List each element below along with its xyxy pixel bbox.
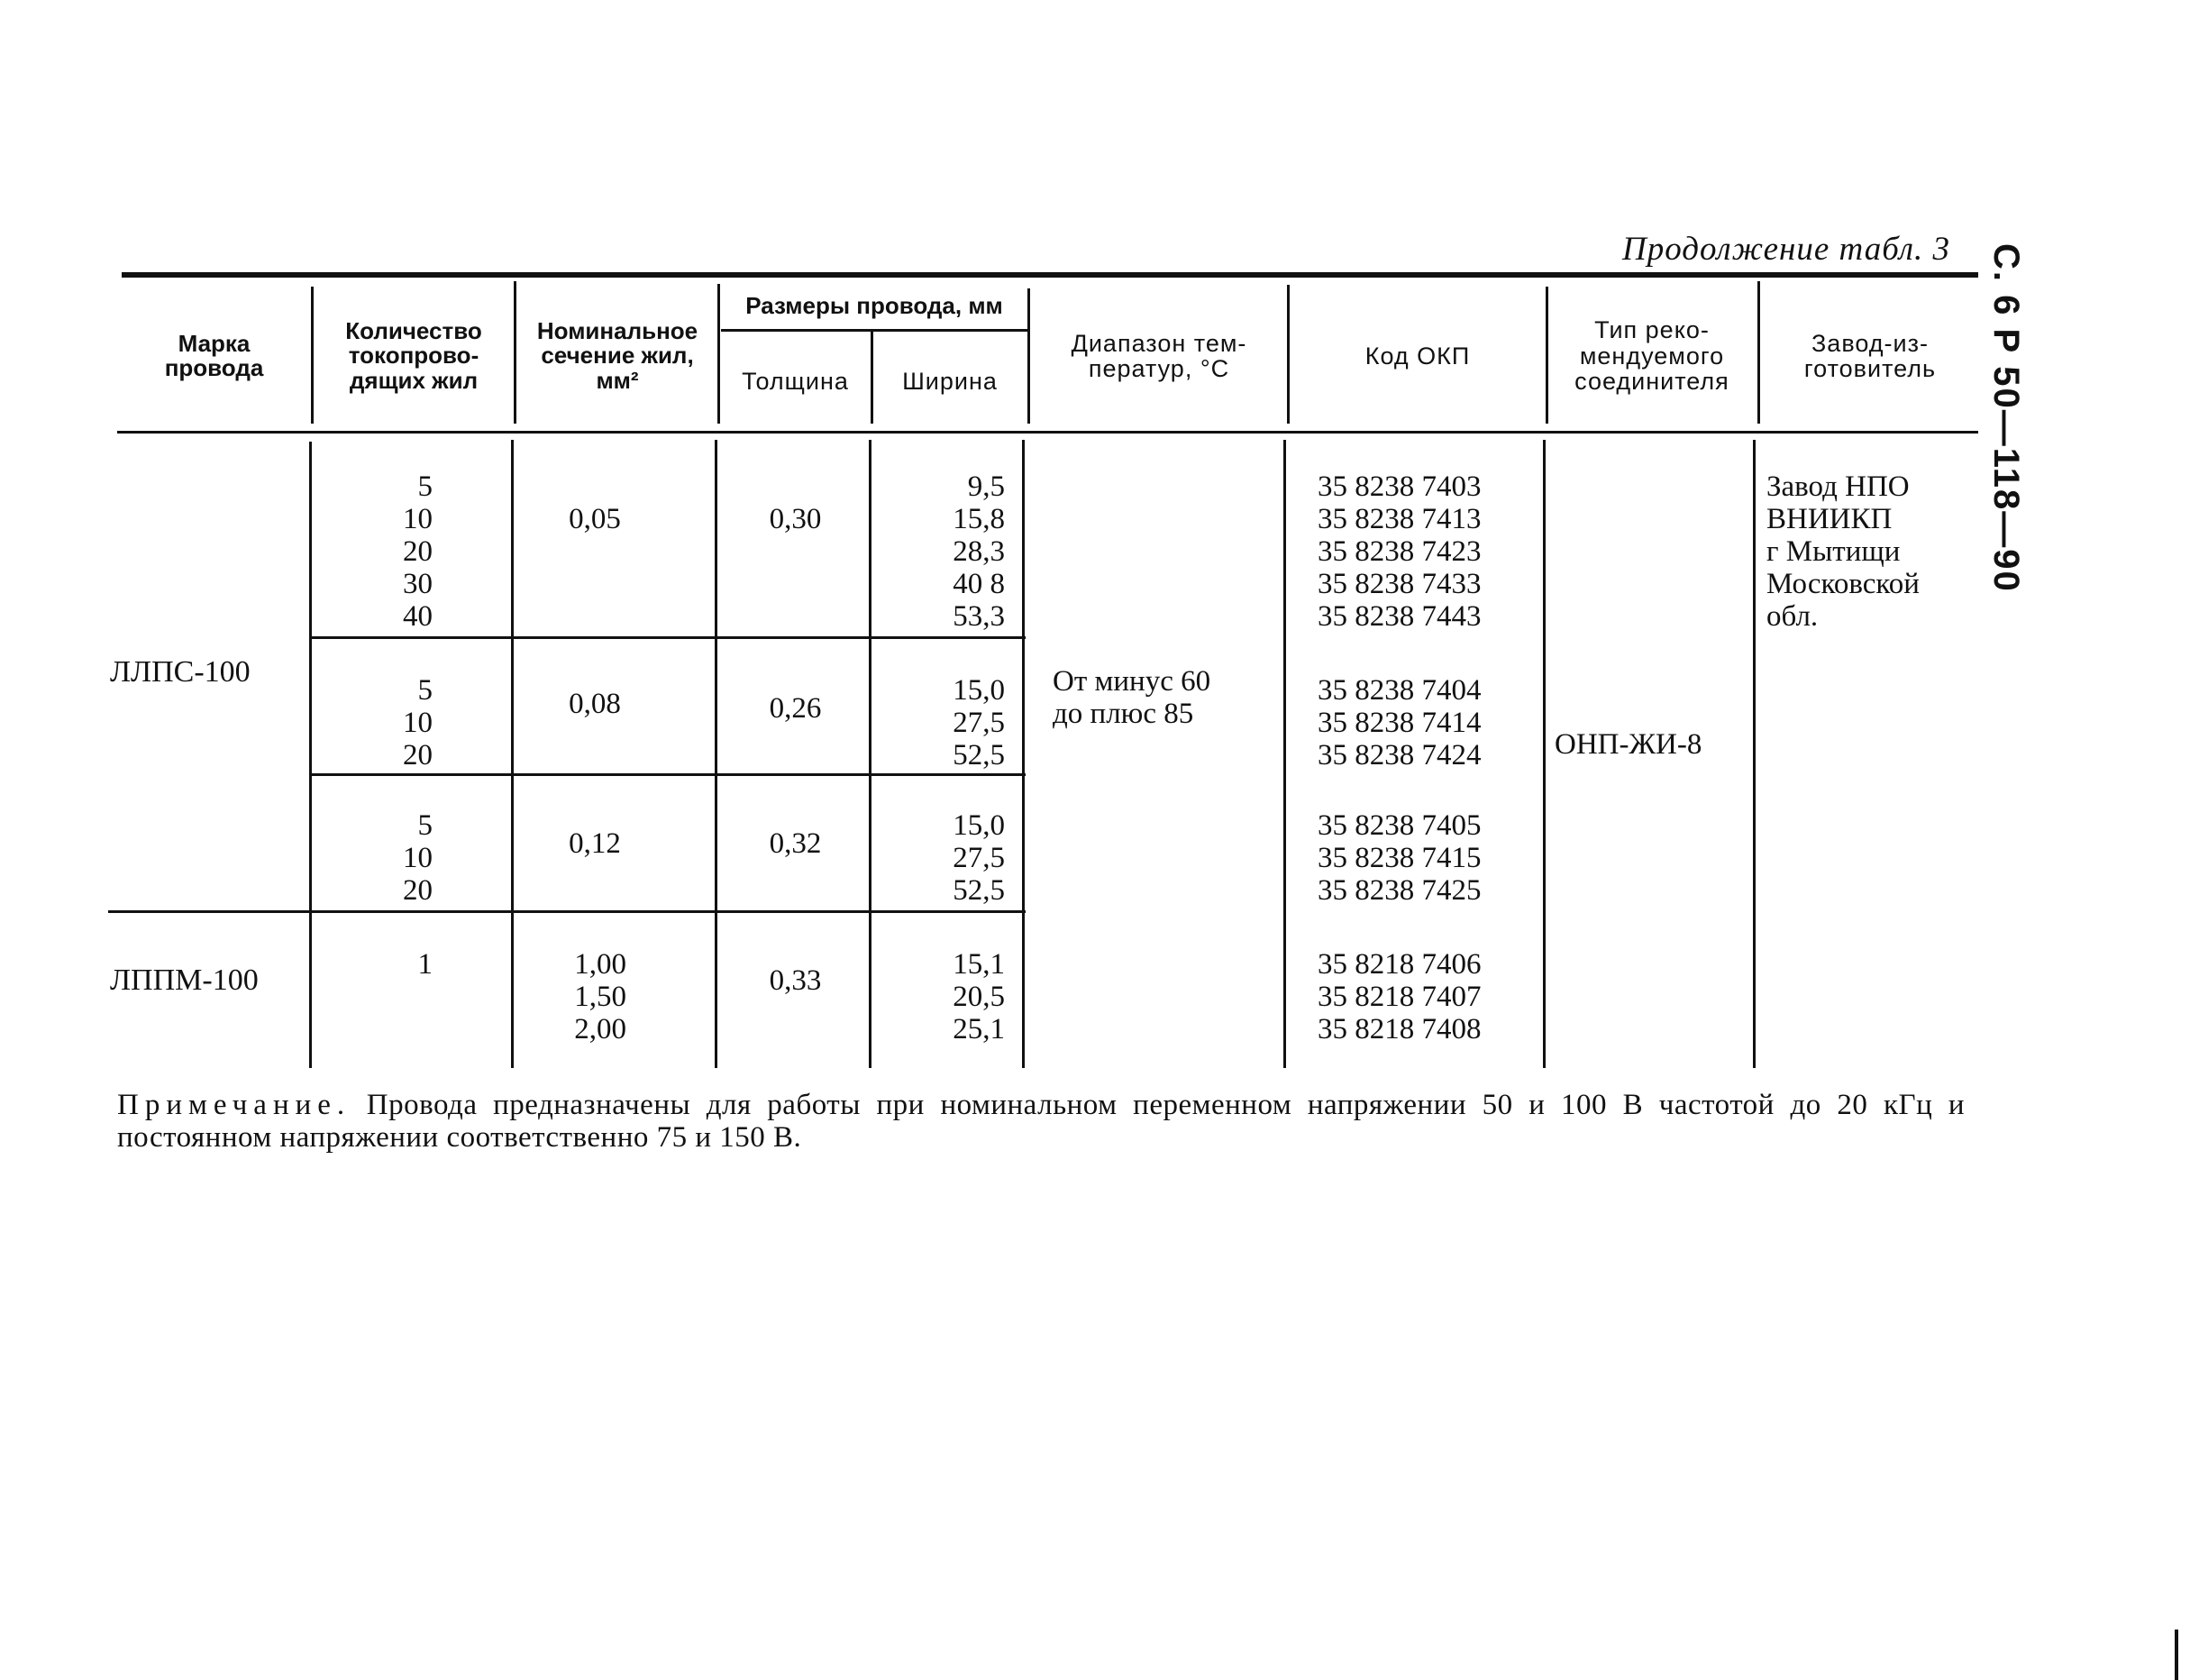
table-continuation-caption: Продолжение табл. 3 <box>1622 231 1951 268</box>
group-2-thickness: 0,26 <box>769 692 822 725</box>
body-divider-6 <box>1283 440 1286 1068</box>
group-3-okp-codes: 35 8238 7405 35 8238 7415 35 8238 7425 <box>1318 809 1482 907</box>
temperature-range: От минус 60 до плюс 85 <box>1053 665 1211 730</box>
group-1-widths: 9,5 15,8 28,3 40 8 53,3 <box>953 470 1005 633</box>
group-1-thickness: 0,30 <box>769 503 822 535</box>
group-separator-3 <box>108 910 1026 913</box>
group-2-wire-counts: 5 10 20 <box>403 674 433 772</box>
body-divider-7 <box>1543 440 1546 1068</box>
body-divider-3 <box>715 440 717 1068</box>
group-3-section: 0,12 <box>569 827 621 860</box>
col-divider-3 <box>717 284 720 424</box>
group-1-section: 0,05 <box>569 503 621 535</box>
group-4-thickness: 0,33 <box>769 964 822 997</box>
header-wire-count: Количество токопрово- дящих жил <box>345 317 482 394</box>
col-divider-6 <box>1287 285 1290 424</box>
group-4-okp-codes: 35 8218 7406 35 8218 7407 35 8218 7408 <box>1318 948 1482 1045</box>
body-divider-2 <box>511 440 514 1068</box>
brand-llps-100: ЛЛПС-100 <box>110 655 251 689</box>
group-1-okp-codes: 35 8238 7403 35 8238 7413 35 8238 7423 35 8238 7433 35 8238 7443 <box>1318 470 1482 633</box>
group-4-wire-counts: 1 <box>417 948 433 981</box>
col-divider-4 <box>871 332 873 424</box>
dims-subheader-rule <box>721 329 1027 332</box>
header-bottom-rule <box>117 431 1978 434</box>
manufacturer: Завод НПО ВНИИКП г Мытищи Московской обл. <box>1766 470 1920 633</box>
header-wire-dimensions: Размеры провода, мм <box>745 292 1003 320</box>
header-manufacturer: Завод-из- готовитель <box>1803 329 1937 382</box>
document-code-text: С. 6 Р 50—118—90 <box>1986 243 2026 593</box>
group-3-wire-counts: 5 10 20 <box>403 809 433 907</box>
note-text: Провода предназначены для работы при номинальном переменном напряжении 50 и 100 В частотой до 20 кГц и постоянном напряжении соответственно 75 и 150 В. <box>117 1089 1966 1154</box>
group-separator-2 <box>309 773 1026 776</box>
header-nominal-section: Номинальное сечение жил, мм² <box>536 317 698 394</box>
body-divider-1 <box>309 442 312 1068</box>
note-label: Примечание. <box>117 1089 351 1121</box>
brand-lppm-100: ЛППМ-100 <box>110 963 259 997</box>
col-divider-8 <box>1757 281 1760 424</box>
header-okp-code: Код ОКП <box>1364 342 1471 370</box>
group-separator-1 <box>309 636 1026 639</box>
body-divider-5 <box>1022 440 1025 1068</box>
col-divider-5 <box>1027 288 1030 424</box>
group-3-widths: 15,0 27,5 52,5 <box>953 809 1005 907</box>
group-4-widths: 15,1 20,5 25,1 <box>953 948 1005 1045</box>
group-2-widths: 15,0 27,5 52,5 <box>953 674 1005 772</box>
header-thickness: Толщина <box>742 367 849 395</box>
header-brand: Марка провода <box>164 329 264 381</box>
group-2-okp-codes: 35 8238 7404 35 8238 7414 35 8238 7424 <box>1318 674 1482 772</box>
col-divider-1 <box>311 287 314 424</box>
header-temperature-range: Диапазон тем- ператур, °С <box>1071 329 1247 382</box>
group-1-wire-counts: 5 10 20 30 40 <box>403 470 433 633</box>
page-margin-mark <box>2175 1630 2178 1680</box>
document-page-code <box>1983 243 2028 593</box>
group-2-section: 0,08 <box>569 688 621 720</box>
body-divider-8 <box>1753 440 1756 1068</box>
table-note <box>117 1089 1965 1154</box>
group-3-thickness: 0,32 <box>769 827 822 860</box>
col-divider-2 <box>514 281 516 424</box>
connector-type: ОНП-ЖИ-8 <box>1555 728 1702 761</box>
header-width: Ширина <box>902 367 998 395</box>
header-connector-type: Тип реко- мендуемого соединителя <box>1574 316 1729 396</box>
table-top-rule <box>122 272 1978 278</box>
group-4-sections: 1,00 1,50 2,00 <box>574 948 626 1045</box>
